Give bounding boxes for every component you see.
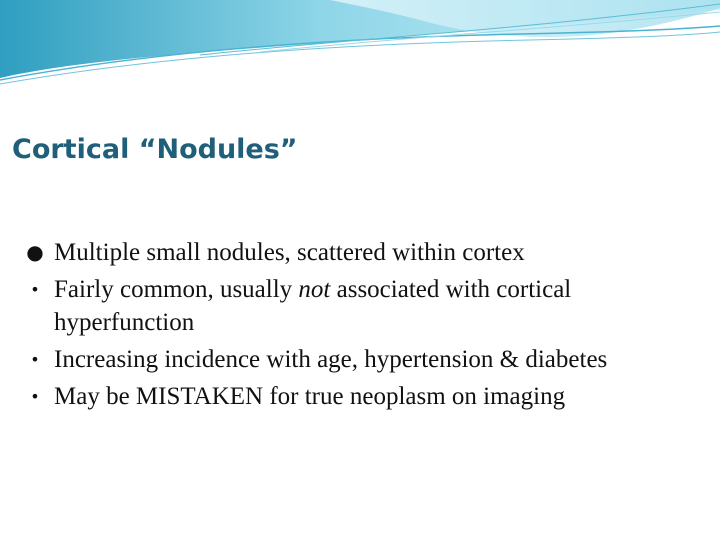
bullet-dot-icon: •	[30, 387, 40, 406]
slide-title: Cortical “Nodules”	[12, 134, 298, 165]
bullet-text: Increasing incidence with age, hypertension & diabetes	[54, 346, 608, 373]
bullet-emphasis: not	[298, 276, 331, 303]
bullet-dot-icon: •	[30, 280, 40, 299]
bullet-text: Multiple small nodules, scattered within cortex	[54, 239, 525, 266]
bullet-list	[26, 236, 706, 417]
bullet-round-icon: ●	[26, 240, 44, 264]
bullet-item-4	[26, 380, 706, 413]
bullet-text: Fairly common, usually	[54, 276, 299, 303]
bullet-dot-icon: •	[30, 350, 40, 369]
header-swoosh-decoration	[0, 0, 720, 90]
bullet-item-2	[26, 273, 706, 339]
bullet-text: May be MISTAKEN for true neoplasm on imaging	[54, 383, 566, 410]
bullet-item-3	[26, 343, 706, 376]
bullet-text-continued: associated with cortical hyperfunction	[54, 276, 572, 336]
bullet-item-1	[26, 236, 706, 269]
